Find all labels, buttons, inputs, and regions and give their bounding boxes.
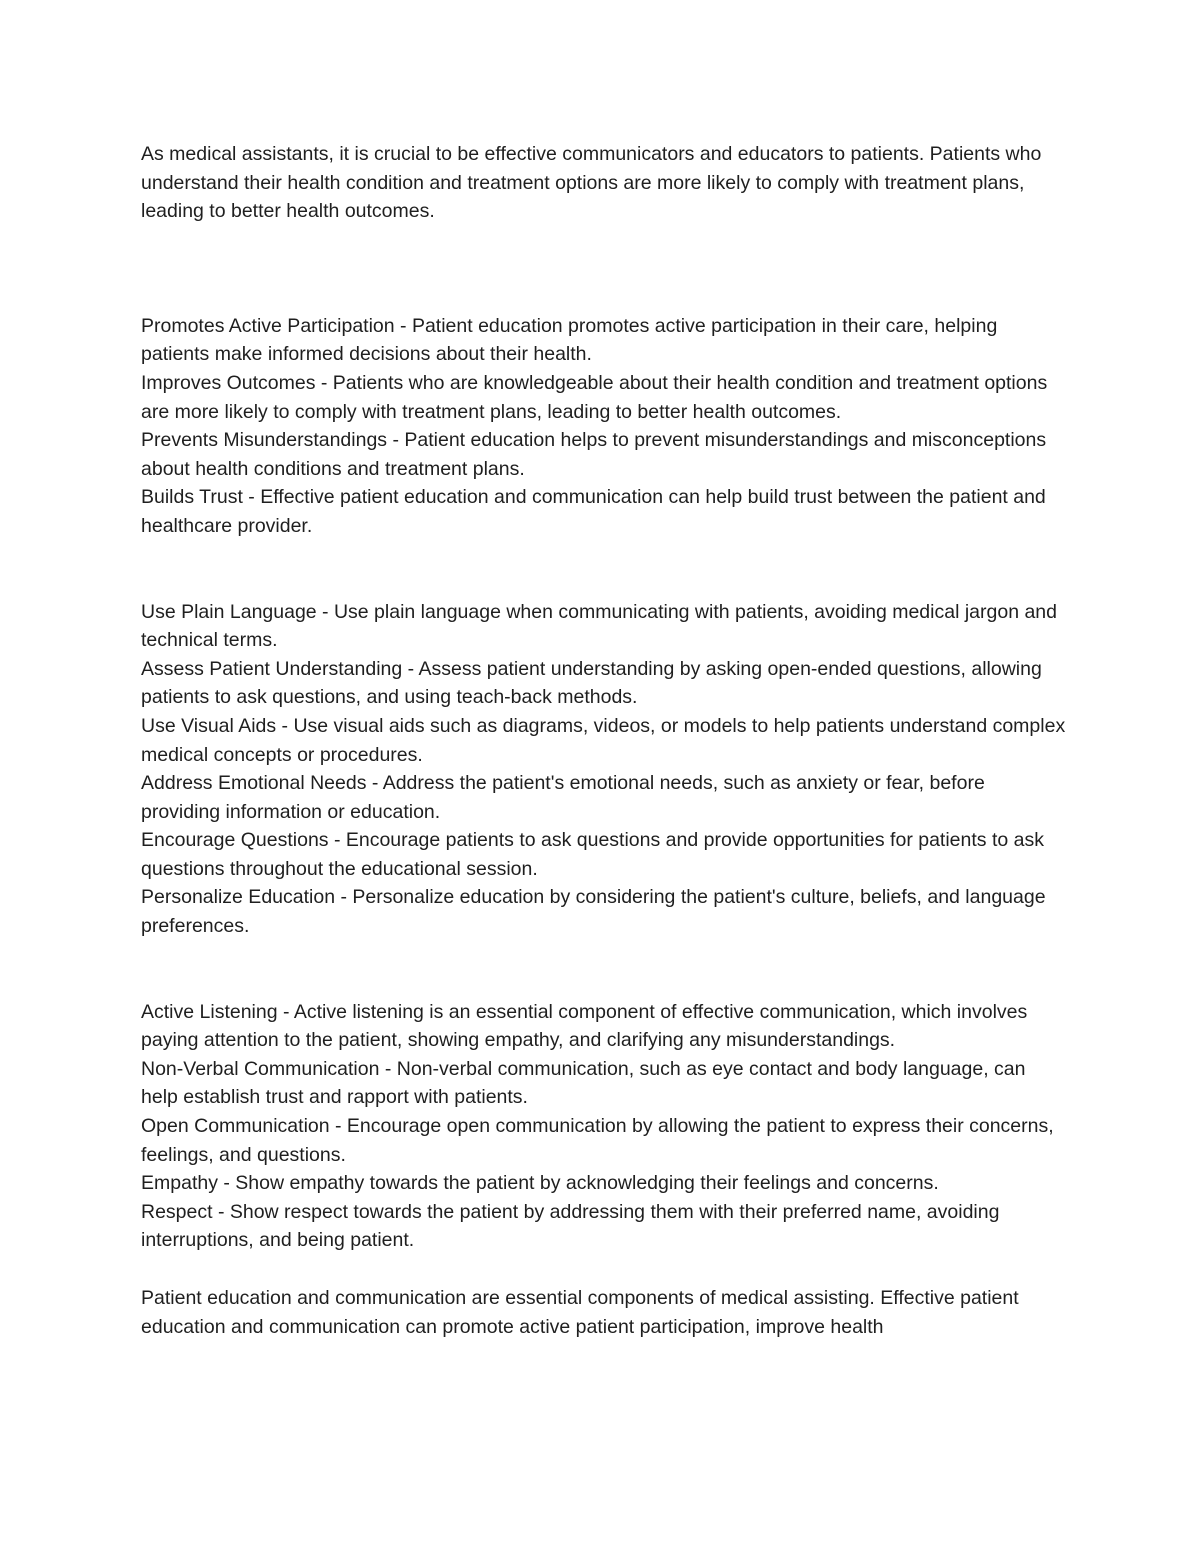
strategy-item: Use Plain Language - Use plain language when communicating with patients, avoiding medical jargon and technical terms. xyxy=(141,600,1057,652)
benefit-item: Prevents Misunderstandings - Patient education helps to prevent misunderstandings and misconceptions about health conditions and treatment plans. xyxy=(141,429,1047,480)
spacer xyxy=(141,541,1066,598)
communication-item: Respect - Show respect towards the patient by addressing them with their preferred name, avoiding interruptions, and being patient. xyxy=(141,1200,1000,1252)
benefit-item: Promotes Active Participation - Patient education promotes active participation in their care, helping patients make informed decisions about their health. xyxy=(141,314,998,366)
benefit-item: Builds Trust - Effective patient education and communication can help build trust between the patient and healthcare provider. xyxy=(141,486,1046,537)
spacer xyxy=(141,941,1066,998)
communication-item: Active Listening - Active listening is an essential component of effective communication, which involves paying attention to the patient, showing empathy, and clarifying any misunderstandings. xyxy=(141,1000,1028,1052)
benefits-section xyxy=(141,312,1066,541)
strategy-item: Personalize Education - Personalize education by considering the patient's culture, beliefs, and language preferences. xyxy=(141,886,1046,938)
benefit-item: Improves Outcomes - Patients who are knowledgeable about their health condition and treatment options are more likely to comply with treatment plans, leading to better health outcomes. xyxy=(141,371,1048,423)
strategy-item: Use Visual Aids - Use visual aids such as diagrams, videos, or models to help patients understand complex medical concepts or procedures. xyxy=(141,714,1066,766)
strategy-item: Address Emotional Needs - Address the patient's emotional needs, such as anxiety or fear, before providing information or education. xyxy=(141,772,985,823)
strategy-item: Assess Patient Understanding - Assess patient understanding by asking open-ended questions, allowing patients to ask questions, and using teach-back methods. xyxy=(141,657,1042,709)
communication-item: Non-Verbal Communication - Non-verbal communication, such as eye contact and body language, can help establish trust and rapport with patients. xyxy=(141,1057,1026,1109)
document-body xyxy=(141,140,1066,1341)
strategy-item: Encourage Questions - Encourage patients to ask questions and provide opportunities for patients to ask questions throughout the educational session. xyxy=(141,829,1044,880)
strategies-section xyxy=(141,598,1066,941)
conclusion-paragraph: Patient education and communication are essential components of medical assisting. Effective patient education and communication can promote active patient participation, improve health xyxy=(141,1287,1019,1338)
intro-paragraph: As medical assistants, it is crucial to be effective communicators and educators to patients. Patients who understand their health condition and treatment options are more likely to comply with treatment plans, leading to better health outcomes. xyxy=(141,143,1042,223)
communication-section xyxy=(141,998,1066,1255)
communication-item: Open Communication - Encourage open communication by allowing the patient to express their concerns, feelings, and questions. xyxy=(141,1115,1054,1166)
communication-item: Empathy - Show empathy towards the patient by acknowledging their feelings and concerns. xyxy=(141,1172,939,1195)
spacer xyxy=(141,1255,1066,1284)
spacer xyxy=(141,226,1066,312)
